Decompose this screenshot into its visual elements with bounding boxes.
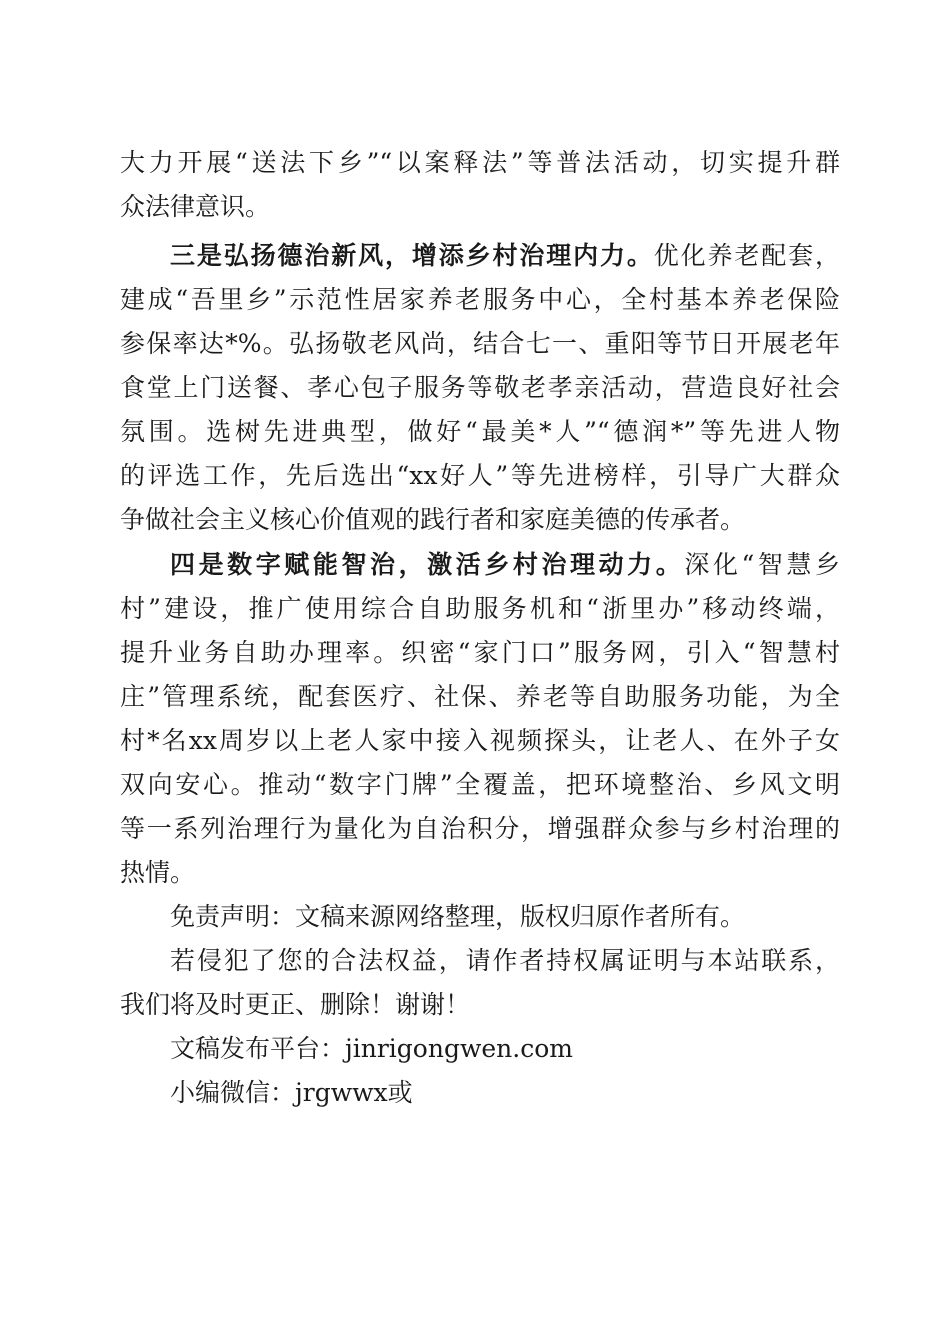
para2-line-4: 食堂上门送餐、孝心包子服务等敬老孝亲活动，营造良好社会 bbox=[120, 373, 840, 402]
disclaimer-line-2: 若侵犯了您的合法权益，请作者持权属证明与本站联系， bbox=[170, 946, 840, 975]
para3-line-8: 热情。 bbox=[120, 858, 196, 887]
para2-line-2: 建成“吾里乡”示范性居家养老服务中心，全村基本养老保险 bbox=[120, 285, 840, 314]
para3-heading: 四是数字赋能智治，激活乡村治理动力。 bbox=[170, 550, 685, 579]
platform-line: 文稿发布平台：jinrigongwen.com bbox=[170, 1034, 573, 1063]
para3-line-2: 村”建设，推广使用综合自助服务机和“浙里办”移动终端， bbox=[120, 594, 840, 623]
para3-line-5: 村*名xx周岁以上老人家中接入视频探头，让老人、在外子女 bbox=[120, 726, 840, 755]
para2-line-5: 氛围。选树先进典型，做好“最美*人”“德润*”等先进人物 bbox=[120, 417, 840, 446]
para3-line-7: 等一系列治理行为量化为自治积分，增强群众参与乡村治理的 bbox=[120, 814, 840, 843]
para1-line-2: 众法律意识。 bbox=[120, 192, 271, 221]
para2-line-7: 争做社会主义核心价值观的践行者和家庭美德的传承者。 bbox=[120, 505, 746, 534]
para3-line-6: 双向安心。推动“数字门牌”全覆盖，把环境整治、乡风文明 bbox=[120, 770, 840, 799]
para2-first-line bbox=[170, 236, 840, 276]
para1-line-1: 大力开展“送法下乡”“以案释法”等普法活动，切实提升群 bbox=[120, 148, 840, 177]
para2-line-6: 的评选工作，先后选出“xx好人”等先进榜样，引导广大群众 bbox=[120, 461, 840, 490]
para2-line-3: 参保率达*%。弘扬敬老风尚，结合七一、重阳等节日开展老年 bbox=[120, 329, 840, 358]
para3-line-4: 庄”管理系统，配套医疗、社保、养老等自助服务功能，为全 bbox=[120, 682, 840, 711]
para3-line-3: 提升业务自助办理率。织密“家门口”服务网，引入“智慧村 bbox=[120, 638, 840, 667]
para2-heading: 三是弘扬德治新风，增添乡村治理内力。 bbox=[170, 241, 654, 270]
disclaimer-line-3: 我们将及时更正、删除！谢谢！ bbox=[120, 990, 471, 1019]
disclaimer-line-1: 免责声明：文稿来源网络整理，版权归原作者所有。 bbox=[170, 902, 746, 931]
para3-first-line-rest: 深化“智慧乡 bbox=[684, 550, 840, 579]
para2-first-line-rest: 优化养老配套， bbox=[653, 241, 840, 270]
para3-first-line bbox=[170, 545, 840, 585]
wechat-line: 小编微信：jrgwwx或 bbox=[170, 1078, 413, 1107]
